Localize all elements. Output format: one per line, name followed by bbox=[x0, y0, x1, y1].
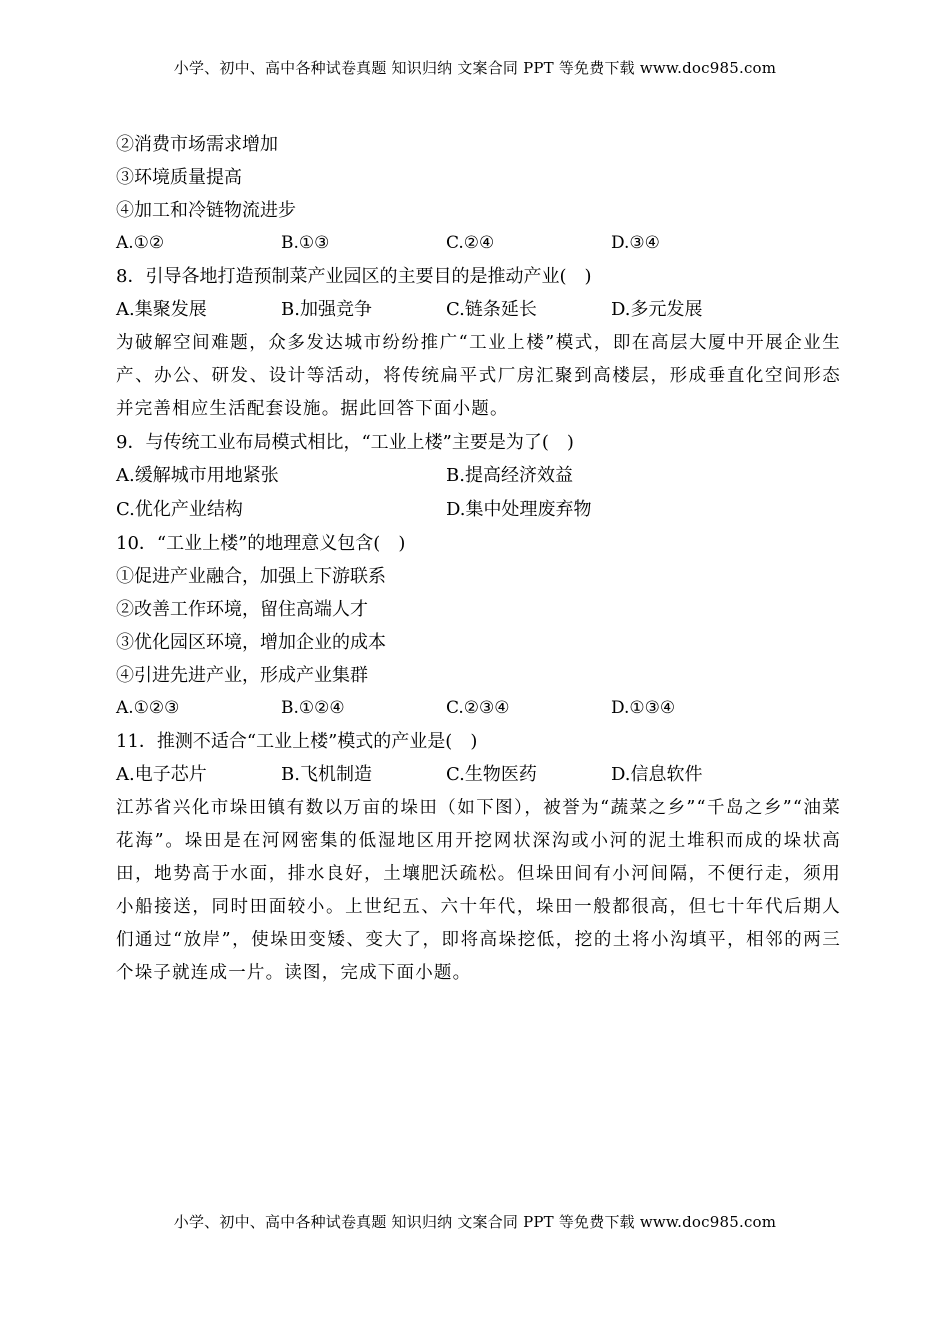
q8-option-c: C.链条延长 bbox=[446, 299, 537, 320]
q10-item-1: ①促进产业融合，加强上下游联系 bbox=[116, 566, 386, 587]
q10-stem: 10．“工业上楼”的地理意义包含( ) bbox=[116, 533, 406, 554]
q11-stem: 11．推测不适合“工业上楼”模式的产业是( ) bbox=[116, 731, 478, 752]
q8-option-a: A.集聚发展 bbox=[116, 299, 207, 320]
q9-options-row-1 bbox=[116, 459, 841, 493]
q10-option-d: D.①③④ bbox=[611, 698, 676, 718]
q8-option-b: B.加强竞争 bbox=[281, 299, 372, 320]
passage-duotian: 江苏省兴化市垛田镇有数以万亩的垛田（如下图），被誉为“蔬菜之乡”“千岛之乡”“油菜花海”。垛田是在河网密集的低湿地区用开挖网状深沟或小河的泥土堆积而成的垛状高田，地势高于水面，排水良好，土壤肥沃疏松。但垛田间有小河间隔，不便行走，须用小船接送，同时田面较小。上世纪五、六十年代，垛田一般都很高，但七十年代后期人们通过“放岸”，使垛田变矮、变大了，即将高垛挖低，挖的土将小沟填平，相邻的两三个垛子就连成一片。读图，完成下面小题。 bbox=[116, 798, 841, 983]
q9-option-c: C.优化产业结构 bbox=[116, 499, 243, 520]
q8-stem: 8．引导各地打造预制菜产业园区的主要目的是推动产业( ) bbox=[116, 266, 592, 287]
q9-stem: 9．与传统工业布局模式相比，“工业上楼”主要是为了( ) bbox=[116, 432, 574, 453]
q7-option-a: A.①② bbox=[116, 233, 165, 253]
q7-item-3: ③环境质量提高 bbox=[116, 167, 242, 188]
q9-options-row-2 bbox=[116, 493, 841, 527]
passage-industry-upstairs: 为破解空间难题，众多发达城市纷纷推广“工业上楼”模式，即在高层大厦中开展企业生产、办公、研发、设计等活动，将传统扁平式厂房汇聚到高楼层，形成垂直化空间形态并完善相应生活配套设施。据此回答下面小题。 bbox=[116, 333, 841, 419]
page-header: 小学、初中、高中各种试卷真题 知识归纳 文案合同 PPT 等免费下载 www.doc985.com bbox=[173, 59, 777, 77]
q7-item-4: ④加工和冷链物流进步 bbox=[116, 200, 296, 221]
q10-item-2: ②改善工作环境，留住高端人才 bbox=[116, 599, 368, 620]
q10-options bbox=[116, 692, 841, 725]
q9-option-a: A.缓解城市用地紧张 bbox=[116, 465, 279, 486]
q8-options bbox=[116, 293, 841, 327]
q7-option-c: C.②④ bbox=[446, 233, 495, 253]
page-footer: 小学、初中、高中各种试卷真题 知识归纳 文案合同 PPT 等免费下载 www.doc985.com bbox=[173, 1213, 777, 1231]
q10-item-3: ③优化园区环境，增加企业的成本 bbox=[116, 632, 386, 653]
q10-option-c: C.②③④ bbox=[446, 698, 510, 718]
q10-item-4: ④引进先进产业，形成产业集群 bbox=[116, 665, 368, 686]
q8-option-d: D.多元发展 bbox=[611, 299, 703, 320]
q10-option-a: A.①②③ bbox=[116, 698, 180, 718]
q11-options bbox=[116, 758, 841, 792]
q9-option-d: D.集中处理废弃物 bbox=[446, 499, 592, 520]
q7-option-d: D.③④ bbox=[611, 233, 660, 253]
document-body bbox=[116, 128, 841, 990]
q11-option-d: D.信息软件 bbox=[611, 764, 703, 785]
q11-option-c: C.生物医药 bbox=[446, 764, 537, 785]
q7-item-2: ②消费市场需求增加 bbox=[116, 134, 278, 155]
q9-option-b: B.提高经济效益 bbox=[446, 465, 573, 486]
q10-option-b: B.①②④ bbox=[281, 698, 345, 718]
q11-option-a: A.电子芯片 bbox=[116, 764, 207, 785]
q7-options bbox=[116, 227, 841, 260]
q11-option-b: B.飞机制造 bbox=[281, 764, 372, 785]
q7-option-b: B.①③ bbox=[281, 233, 330, 253]
